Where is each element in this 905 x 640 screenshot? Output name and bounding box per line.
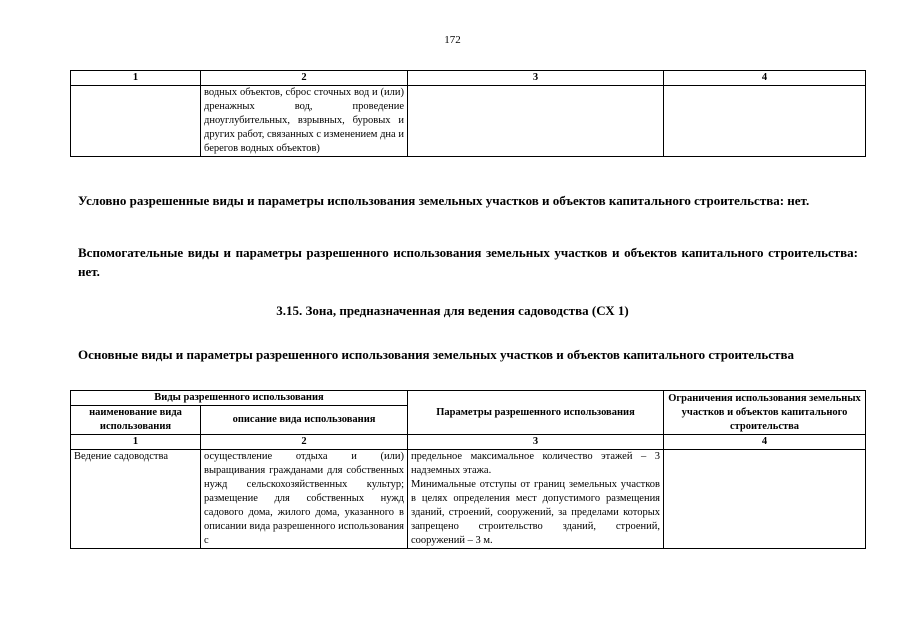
auxiliary-uses-paragraph: Вспомогательные виды и параметры разрешенного использования земельных участков и объектов капитального строительства: нет. — [78, 245, 858, 279]
cell-description: водных объектов, сброс сточных вод и (или) дренажных вод, проведение дноуглубительных, взрывных, буровых и других работ, связанных с изменением дна и берегов водных объектов) — [201, 86, 408, 157]
name-header: наименование вида использования — [71, 406, 201, 435]
conditional-uses-paragraph: Условно разрешенные виды и параметры использования земельных участков и объектов капитального строительства: нет. — [78, 193, 810, 208]
main-uses-heading: Основные виды и параметры разрешенного использования земельных участков и объектов капитального строительства — [78, 347, 794, 362]
col-number-1: 1 — [71, 71, 201, 86]
types-group-header: Виды разрешенного использования — [71, 391, 408, 406]
parameters-line-1: предельное максимальное количество этажей – 3 надземных этажа. — [411, 451, 661, 476]
cell-restrictions — [664, 86, 866, 157]
cell-parameters — [408, 450, 664, 549]
page-number: 172 — [444, 34, 461, 46]
col-number-3: 3 — [408, 435, 664, 450]
restrictions-header: Ограничения использования земельных участков и объектов капитального строительства — [664, 391, 866, 435]
params-header: Параметры разрешенного использования — [408, 391, 664, 435]
cell-restrictions — [664, 450, 866, 549]
column-number-row — [71, 71, 866, 86]
description-header: описание вида использования — [201, 406, 408, 435]
col-number-4: 4 — [664, 435, 866, 450]
header-row-1 — [71, 391, 866, 406]
section-title: 3.15. Зона, предназначенная для ведения садоводства (СХ 1) — [276, 303, 629, 318]
main-uses-table — [70, 390, 866, 549]
cell-name: Ведение садоводства — [71, 450, 201, 549]
cell-parameters — [408, 86, 664, 157]
continuation-table — [70, 70, 866, 157]
column-number-row — [71, 435, 866, 450]
col-number-4: 4 — [664, 71, 866, 86]
col-number-1: 1 — [71, 435, 201, 450]
col-number-2: 2 — [201, 71, 408, 86]
table-row — [71, 450, 866, 549]
cell-description: осуществление отдыха и (или) выращивания гражданами для собственных нужд сельскохозяйственных культур; размещение для собственных нужд садового дома, жилого дома, указанного в описании вида разрешенного использования с — [201, 450, 408, 549]
parameters-line-2: Минимальные отступы от границ земельных участков в целях определения мест допустимого размещения зданий, строений, сооружений, за пределами которых запрещено строительство зданий, строений, сооружений – 3 м. — [411, 479, 661, 546]
col-number-3: 3 — [408, 71, 664, 86]
col-number-2: 2 — [201, 435, 408, 450]
cell-name — [71, 86, 201, 157]
table-row — [71, 86, 866, 157]
